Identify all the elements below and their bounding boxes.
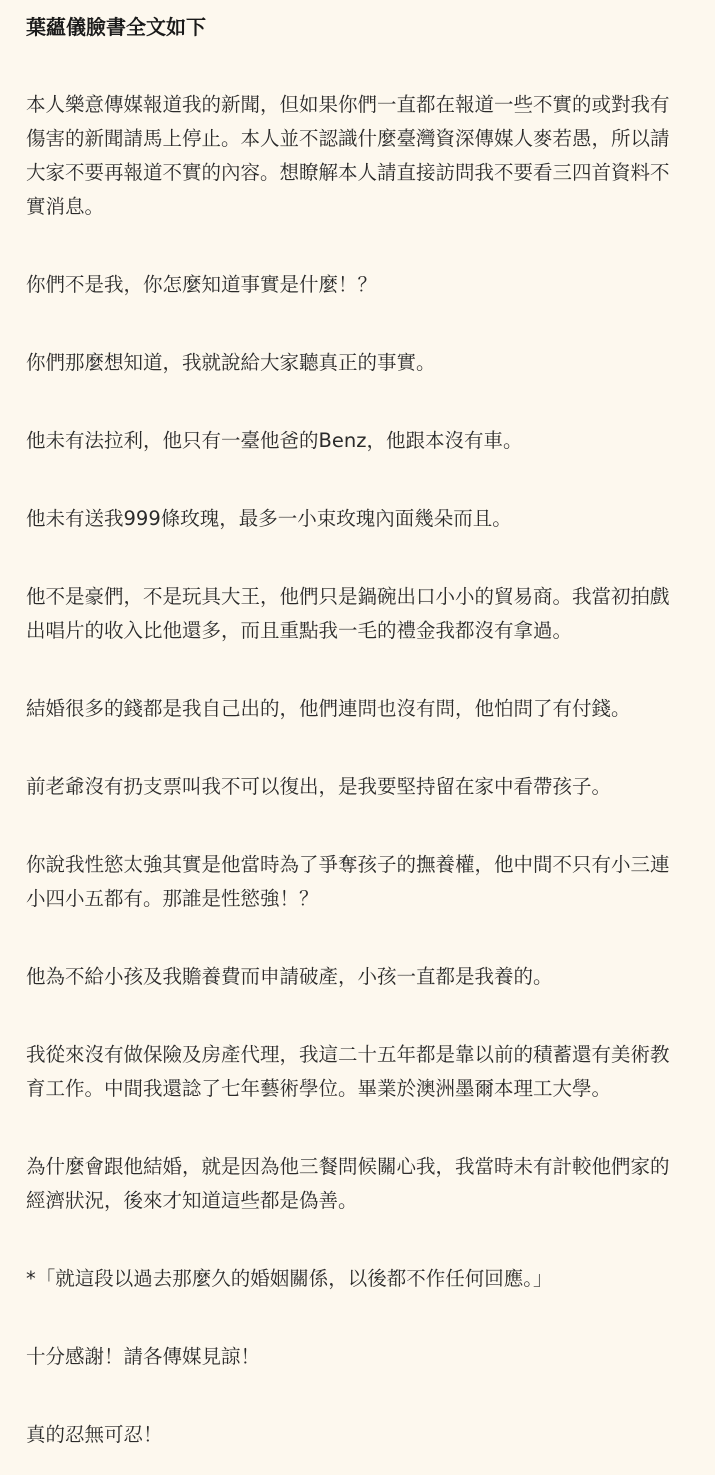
article-paragraph: 他未有法拉利，他只有一臺他爸的Benz，他跟本沒有車。 (26, 429, 523, 452)
article-paragraph: 他為不給小孩及我贍養費而申請破產，小孩一直都是我養的。 (26, 965, 553, 988)
article-paragraph: 他未有送我999條玫瑰，最多一小束玫瑰內面幾朵而且。 (26, 507, 512, 530)
article-paragraph: 你們那麼想知道，我就說給大家聽真正的事實。 (26, 351, 436, 374)
article-paragraph: 結婚很多的錢都是我自己出的，他們連問也沒有問，他怕問了有付錢。 (26, 697, 631, 720)
article-paragraph: *「就這段以過去那麼久的婚姻關係，以後都不作任何回應。」 (26, 1267, 553, 1290)
article-paragraph: 他不是豪們，不是玩具大王，他們只是鍋碗出口小小的貿易商。我當初拍戲出唱片的收入比他還多，而且重點我一毛的禮金我都沒有拿過。 (26, 585, 670, 642)
article-title: 葉蘊儀臉書全文如下 (26, 15, 206, 39)
article-paragraph: 十分感謝！請各傳媒見諒！ (26, 1345, 261, 1368)
article-paragraph: 為什麼會跟他結婚，就是因為他三餐問候關心我，我當時未有計較他們家的經濟狀況，後來才知道這些都是偽善。 (26, 1155, 670, 1212)
article-paragraph: 我從來沒有做保險及房產代理，我這二十五年都是靠以前的積蓄還有美術教育工作。中間我還諗了七年藝術學位。畢業於澳洲墨爾本理工大學。 (26, 1043, 670, 1100)
article-paragraph: 你說我性慾太強其實是他當時為了爭奪孩子的撫養權，他中間不只有小三連小四小五都有。那誰是性慾強！？ (26, 853, 670, 910)
article-paragraph: 前老爺沒有扔支票叫我不可以復出，是我要堅持留在家中看帶孩子。 (26, 775, 612, 798)
article-paragraph: 真的忍無可忍！ (26, 1423, 163, 1446)
article-paragraph: 本人樂意傳媒報道我的新聞，但如果你們一直都在報道一些不實的或對我有傷害的新聞請馬上停止。本人並不認識什麼臺灣資深傳媒人麥若愚，所以請大家不要再報道不實的內容。想瞭解本人請直接訪問我不要看三四首資料不實消息。 (26, 93, 670, 218)
article-paragraph: 你們不是我，你怎麼知道事實是什麼！？ (26, 273, 378, 296)
